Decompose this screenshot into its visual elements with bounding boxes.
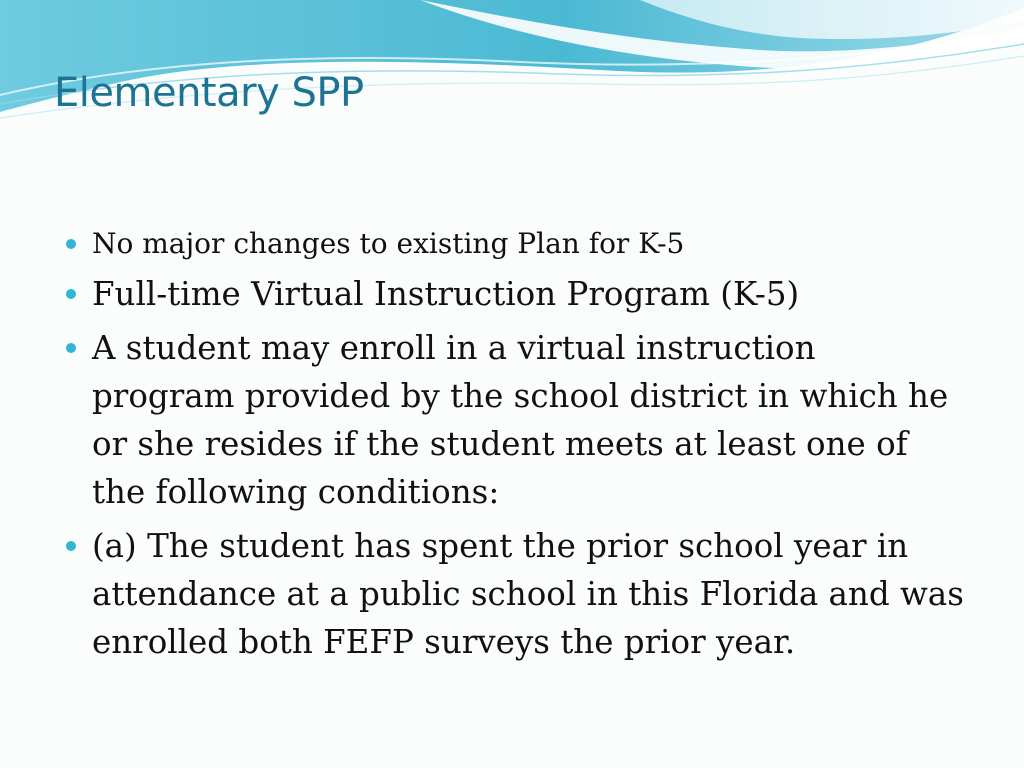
bullet-text: (a) The student has spent the prior school year in attendance at a public school in this Florida and was enrolled both FEFP surveys the prior year. (92, 527, 964, 661)
bullet-text: Full-time Virtual Instruction Program (K-5) (92, 275, 800, 313)
bullet-dot-icon (66, 239, 76, 249)
bullet-dot-icon (66, 289, 76, 299)
bullet-item (66, 270, 966, 318)
bullet-list (66, 220, 966, 672)
bullet-item (66, 220, 966, 268)
bullet-item (66, 522, 966, 666)
bullet-item (66, 324, 966, 516)
bullet-text: A student may enroll in a virtual instruction program provided by the school district in which he or she resides if the student meets at least one of the following conditions: (92, 329, 949, 511)
bullet-dot-icon (66, 343, 76, 353)
bullet-text: No major changes to existing Plan for K-5 (92, 227, 685, 260)
slide-title: Elementary SPP (54, 70, 364, 116)
bullet-dot-icon (66, 541, 76, 551)
